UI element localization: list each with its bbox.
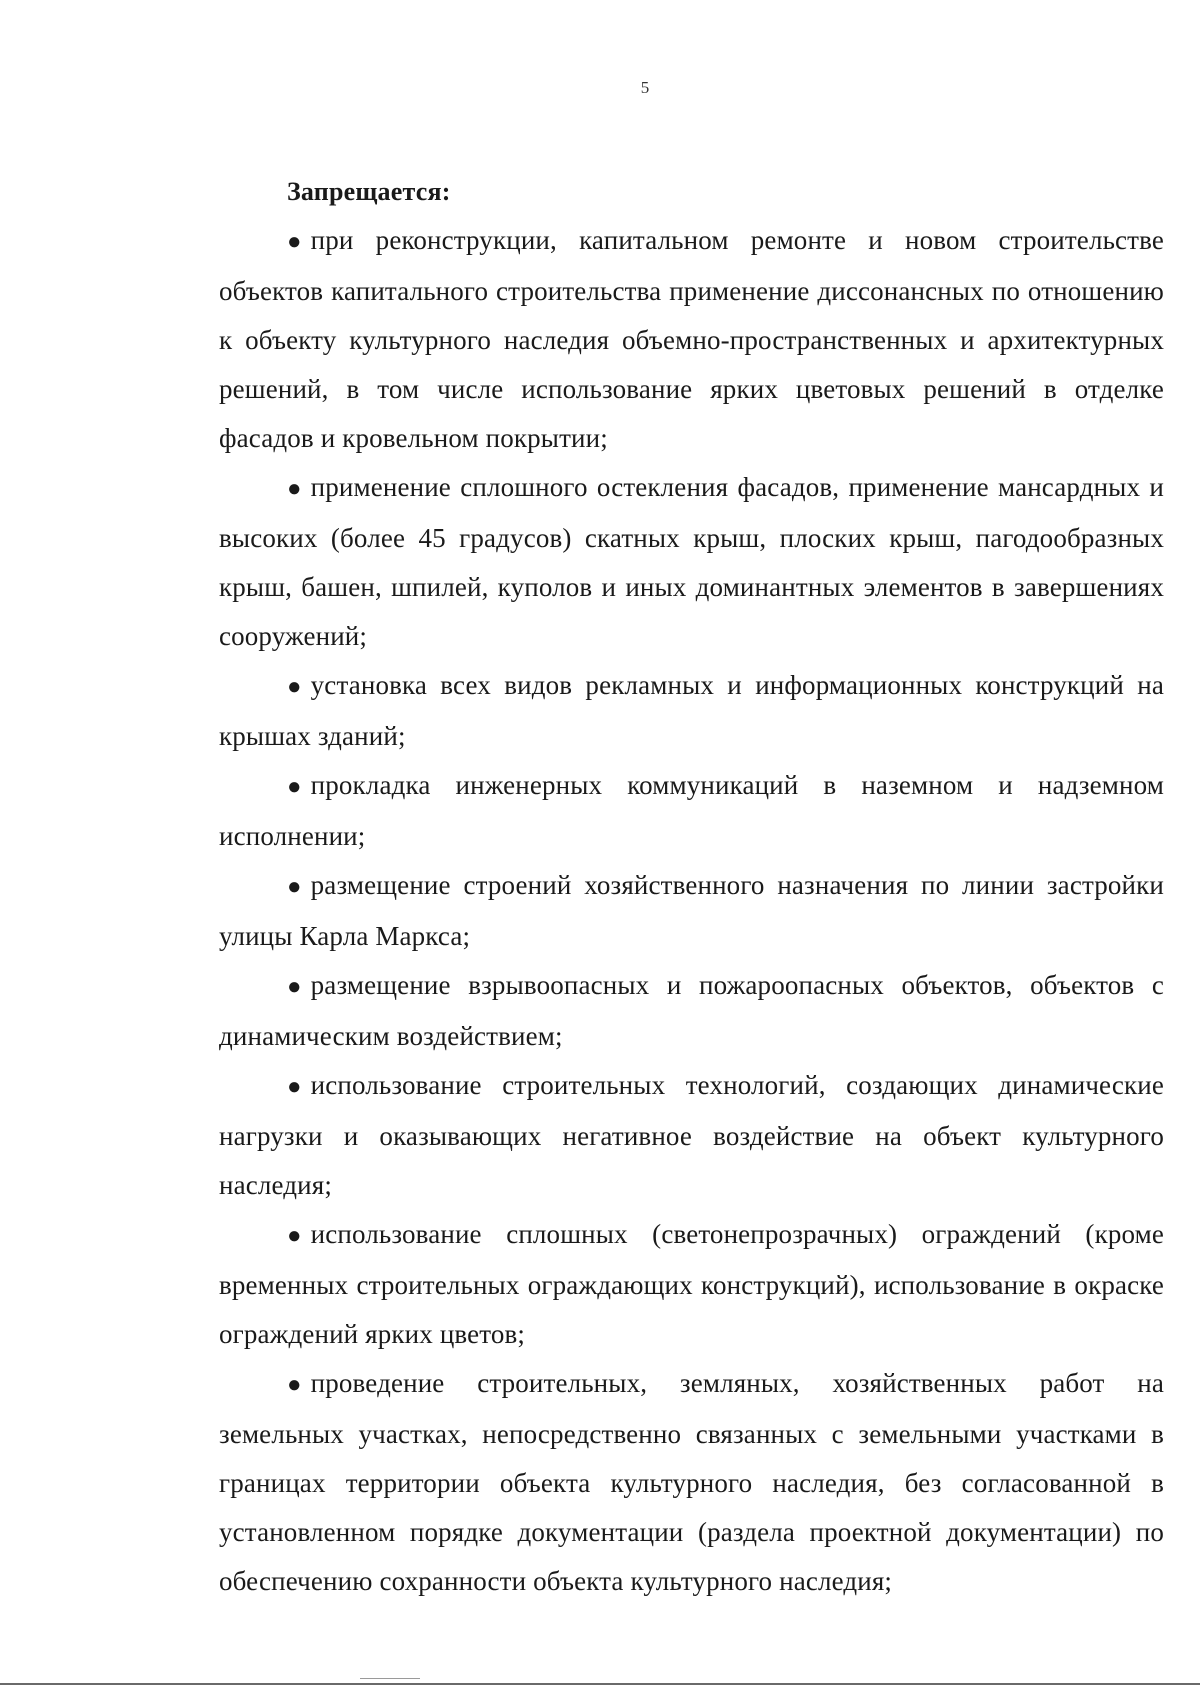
list-item [219, 961, 1164, 1061]
scan-artifact-line [360, 1678, 420, 1679]
list-item-text: проведение строительных, земляных, хозяйственных работ на земельных участках, непосредственно связанных с земельными участками в границах территории объекта культурного наследия, без согласованной в установленном порядке документации (раздела проектной документации) по обеспечению сохранности объекта культурного наследия; [219, 1368, 1164, 1596]
bullet-icon: ● [287, 1372, 302, 1398]
document-body [219, 167, 1164, 1606]
list-item-text: при реконструкции, капитальном ремонте и новом строительстве объектов капитального строительства применение диссонансных по отношению к объекту культурного наследия объемно-пространственных и архитектурных решений, в том числе использование ярких цветовых решений в отделке фасадов и кровельном покрытии; [219, 225, 1164, 453]
list-item [219, 1359, 1164, 1606]
list-item-text: установка всех видов рекламных и информационных конструкций на крышах зданий; [219, 670, 1164, 751]
list-item [219, 1061, 1164, 1210]
bottom-edge-line [0, 1683, 1200, 1685]
list-item-text: размещение строений хозяйственного назначения по линии застройки улицы Карла Маркса; [219, 870, 1164, 951]
list-item [219, 661, 1164, 761]
list-item-text: использование строительных технологий, создающих динамические нагрузки и оказывающих негативное воздействие на объект культурного наследия; [219, 1070, 1164, 1200]
bullet-icon: ● [287, 774, 302, 800]
list-item [219, 463, 1164, 661]
bullet-icon: ● [287, 476, 302, 502]
list-item [219, 761, 1164, 861]
list-item [219, 216, 1164, 463]
list-item-text: размещение взрывоопасных и пожароопасных объектов, объектов с динамическим воздействием; [219, 970, 1164, 1051]
section-heading: Запрещается: [287, 177, 451, 206]
list-item-text: прокладка инженерных коммуникаций в наземном и надземном исполнении; [219, 770, 1164, 851]
list-item-text: использование сплошных (светонепрозрачных) ограждений (кроме временных строительных ограждающих конструкций), использование в окраске ограждений ярких цветов; [219, 1219, 1164, 1349]
list-item [219, 1210, 1164, 1359]
bullet-icon: ● [287, 229, 302, 255]
page-number: 5 [640, 78, 650, 97]
list-item-text: применение сплошного остекления фасадов, применение мансардных и высоких (более 45 градусов) скатных крыш, плоских крыш, пагодообразных крыш, башен, шпилей, куполов и иных доминантных элементов в завершениях сооружений; [219, 472, 1164, 651]
list-item [219, 861, 1164, 961]
bullet-icon: ● [287, 1223, 302, 1249]
bullet-icon: ● [287, 974, 302, 1000]
bullet-icon: ● [287, 874, 302, 900]
bullet-icon: ● [287, 1074, 302, 1100]
bullet-icon: ● [287, 674, 302, 700]
